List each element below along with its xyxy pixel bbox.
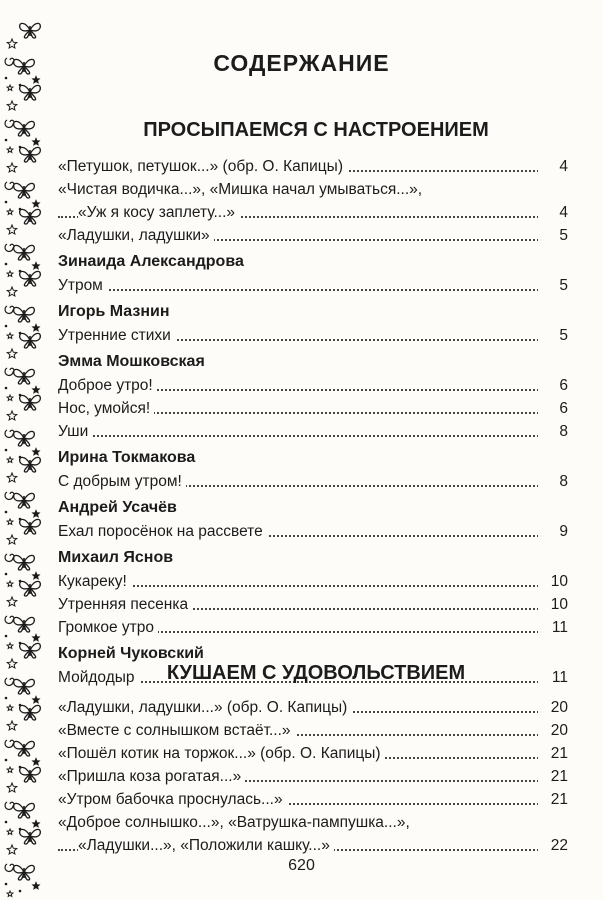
swirl-icon	[5, 492, 14, 499]
star-icon	[33, 201, 40, 207]
dot-icon	[5, 139, 8, 142]
entry-title-continued: «Ладушки...», «Положили кашку...»	[78, 834, 334, 857]
entry-title: Уши	[58, 420, 92, 443]
star-icon	[33, 759, 40, 765]
butterfly-icon	[14, 369, 35, 384]
entry-title: «Ладушки, ладушки»	[58, 224, 214, 247]
star-icon	[7, 535, 17, 544]
butterfly-icon	[14, 555, 35, 570]
entry-title: С добрым утром!	[58, 470, 186, 493]
star-icon	[7, 721, 17, 730]
author-name: Игорь Мазнин	[58, 303, 170, 320]
butterfly-icon	[20, 147, 41, 162]
author-name: Михаил Яснов	[58, 549, 174, 566]
entry-title-continued: «Уж я косу заплету...»	[78, 201, 239, 224]
star-icon	[7, 705, 13, 710]
dot-icon	[5, 77, 8, 80]
entry-title: Утренняя песенка	[58, 593, 192, 616]
toc-entry	[58, 224, 568, 247]
toc-entry	[58, 719, 568, 742]
author-name: Андрей Усачёв	[58, 499, 177, 516]
entry-title: «Доброе солнышко...», «Ватрушка-пампушка...»,	[58, 811, 414, 834]
entry-page-number: 5	[538, 224, 568, 247]
butterfly-icon	[20, 705, 41, 720]
butterfly-icon	[20, 829, 41, 844]
butterfly-icon	[20, 333, 41, 348]
dot-icon	[5, 511, 8, 514]
star-icon	[33, 883, 40, 889]
star-icon	[7, 473, 17, 482]
star-icon	[7, 101, 17, 110]
star-icon	[33, 697, 40, 703]
star-icon	[7, 659, 17, 668]
swirl-icon	[5, 182, 14, 189]
butterfly-icon	[20, 395, 41, 410]
star-icon	[33, 635, 40, 641]
star-icon	[33, 449, 40, 455]
entry-page-number: 20	[538, 696, 568, 719]
butterfly-icon	[20, 581, 41, 596]
swirl-icon	[5, 120, 14, 127]
star-icon	[33, 325, 40, 331]
butterfly-icon	[14, 183, 35, 198]
star-icon	[7, 39, 17, 48]
author-name: Ирина Токмакова	[58, 449, 196, 466]
entry-title: Утром	[58, 274, 107, 297]
entry-title: Доброе утро!	[58, 374, 157, 397]
star-icon	[7, 287, 17, 296]
star-icon	[33, 511, 40, 517]
swirl-icon	[5, 678, 14, 685]
butterfly-icon	[14, 121, 35, 136]
dot-icon	[5, 759, 8, 762]
butterfly-star-border	[0, 0, 46, 900]
butterfly-icon	[14, 741, 35, 756]
entry-title: Утренние стихи	[58, 324, 175, 347]
swirl-icon	[5, 306, 14, 313]
dot-leader	[58, 435, 566, 437]
entry-page-number: 8	[538, 470, 568, 493]
toc-entry	[58, 470, 568, 493]
entry-page-number: 4	[538, 201, 568, 224]
toc-entry	[58, 324, 568, 347]
star-icon	[7, 519, 13, 524]
dot-icon	[5, 635, 8, 638]
star-icon	[7, 581, 13, 586]
entry-page-number: 21	[538, 788, 568, 811]
star-icon	[7, 271, 13, 276]
star-icon	[7, 891, 13, 896]
toc-entry	[58, 178, 568, 224]
star-icon	[7, 147, 13, 152]
entry-title: «Пришла коза рогатая...»	[58, 765, 245, 788]
swirl-icon	[5, 368, 14, 375]
star-icon	[7, 411, 17, 420]
entry-page-number: 6	[538, 374, 568, 397]
butterfly-icon	[14, 431, 35, 446]
star-icon	[33, 263, 40, 269]
author-name: Зинаида Александрова	[58, 253, 244, 270]
entry-page-number: 11	[538, 666, 568, 689]
dot-icon	[5, 449, 8, 452]
page-title: СОДЕРЖАНИЕ	[213, 50, 390, 76]
toc-entry	[58, 570, 568, 593]
toc-entry	[58, 811, 568, 857]
star-icon	[7, 457, 13, 462]
entry-title: Мойдодыр	[58, 666, 139, 689]
author-name: Корней Чуковский	[58, 645, 204, 662]
dot-icon	[5, 573, 8, 576]
entry-title: «Пошёл котик на торжок...» (обр. О. Капицы)	[58, 742, 385, 765]
butterfly-icon	[14, 307, 35, 322]
entry-page-number: 21	[538, 742, 568, 765]
toc-entry	[58, 397, 568, 420]
swirl-icon	[5, 554, 14, 561]
swirl-icon	[5, 244, 14, 251]
entry-page-number: 6	[538, 397, 568, 420]
butterfly-icon	[14, 493, 35, 508]
star-icon	[7, 85, 13, 90]
dot-icon	[5, 697, 8, 700]
entry-title: «Ладушки, ладушки...» (обр. О. Капицы)	[58, 696, 351, 719]
swirl-icon	[5, 802, 14, 809]
dot-icon	[5, 821, 8, 824]
entry-title: Нос, умойся!	[58, 397, 154, 420]
author-name: Эмма Мошковская	[58, 353, 205, 370]
toc-entry	[58, 765, 568, 788]
star-icon	[7, 333, 13, 338]
toc-entry	[58, 420, 568, 443]
star-icon	[33, 387, 40, 393]
star-icon	[7, 163, 17, 172]
entry-page-number: 8	[538, 420, 568, 443]
butterfly-icon	[20, 23, 41, 38]
star-icon	[7, 597, 17, 606]
star-icon	[7, 845, 17, 854]
star-icon	[7, 225, 17, 234]
toc-entry	[58, 696, 568, 719]
butterfly-icon	[20, 457, 41, 472]
entry-title: «Чистая водичка...», «Мишка начал умываться...»,	[58, 178, 426, 201]
swirl-icon	[5, 430, 14, 437]
section-title: ПРОСЫПАЕМСЯ С НАСТРОЕНИЕМ	[143, 119, 489, 141]
butterfly-icon	[20, 271, 41, 286]
toc-section-1	[58, 155, 568, 689]
butterfly-icon	[20, 643, 41, 658]
entry-page-number: 10	[538, 570, 568, 593]
entry-title: «Петушок, петушок...» (обр. О. Капицы)	[58, 155, 347, 178]
dot-icon	[5, 387, 8, 390]
entry-page-number: 9	[538, 520, 568, 543]
entry-title: Ехал поросёнок на рассвете	[58, 520, 267, 543]
butterfly-icon	[14, 803, 35, 818]
butterfly-icon	[20, 767, 41, 782]
page-number: 620	[288, 857, 315, 874]
toc-entry	[58, 593, 568, 616]
butterfly-icon	[14, 617, 35, 632]
entry-page-number: 21	[538, 765, 568, 788]
entry-page-number: 20	[538, 719, 568, 742]
entry-page-number: 10	[538, 593, 568, 616]
entry-page-number: 5	[538, 274, 568, 297]
star-icon	[7, 783, 17, 792]
entry-title: Громкое утро	[58, 616, 158, 639]
star-icon	[7, 209, 13, 214]
butterfly-icon	[14, 245, 35, 260]
entry-page-number: 4	[538, 155, 568, 178]
toc-entry	[58, 155, 568, 178]
butterfly-icon	[14, 679, 35, 694]
toc-entry	[58, 742, 568, 765]
butterfly-icon	[20, 519, 41, 534]
star-icon	[7, 643, 13, 648]
toc-entry	[58, 374, 568, 397]
entry-title: «Утром бабочка проснулась...»	[58, 788, 287, 811]
entry-page-number: 22	[538, 834, 568, 857]
section-title: КУШАЕМ С УДОВОЛЬСТВИЕМ	[166, 662, 466, 684]
toc-entry	[58, 520, 568, 543]
dot-icon	[19, 890, 22, 893]
swirl-icon	[5, 740, 14, 747]
star-icon	[33, 139, 40, 145]
star-icon	[7, 349, 17, 358]
dot-icon	[5, 883, 8, 886]
toc-entry	[58, 274, 568, 297]
toc-entry	[58, 788, 568, 811]
star-icon	[33, 77, 40, 83]
star-icon	[7, 829, 13, 834]
star-icon	[33, 573, 40, 579]
dot-icon	[5, 263, 8, 266]
toc-section-2	[58, 696, 568, 857]
entry-title: «Вместе с солнышком встаёт...»	[58, 719, 295, 742]
star-icon	[7, 395, 13, 400]
toc-entry	[58, 616, 568, 639]
butterfly-icon	[20, 85, 41, 100]
entry-title: Кукареку!	[58, 570, 131, 593]
star-icon	[7, 767, 13, 772]
star-icon	[33, 821, 40, 827]
dot-leader	[58, 289, 566, 291]
entry-page-number: 5	[538, 324, 568, 347]
butterfly-icon	[20, 209, 41, 224]
dot-icon	[5, 325, 8, 328]
dot-icon	[5, 201, 8, 204]
dot-leader	[58, 585, 566, 587]
entry-page-number: 11	[538, 616, 568, 639]
swirl-icon	[5, 616, 14, 623]
